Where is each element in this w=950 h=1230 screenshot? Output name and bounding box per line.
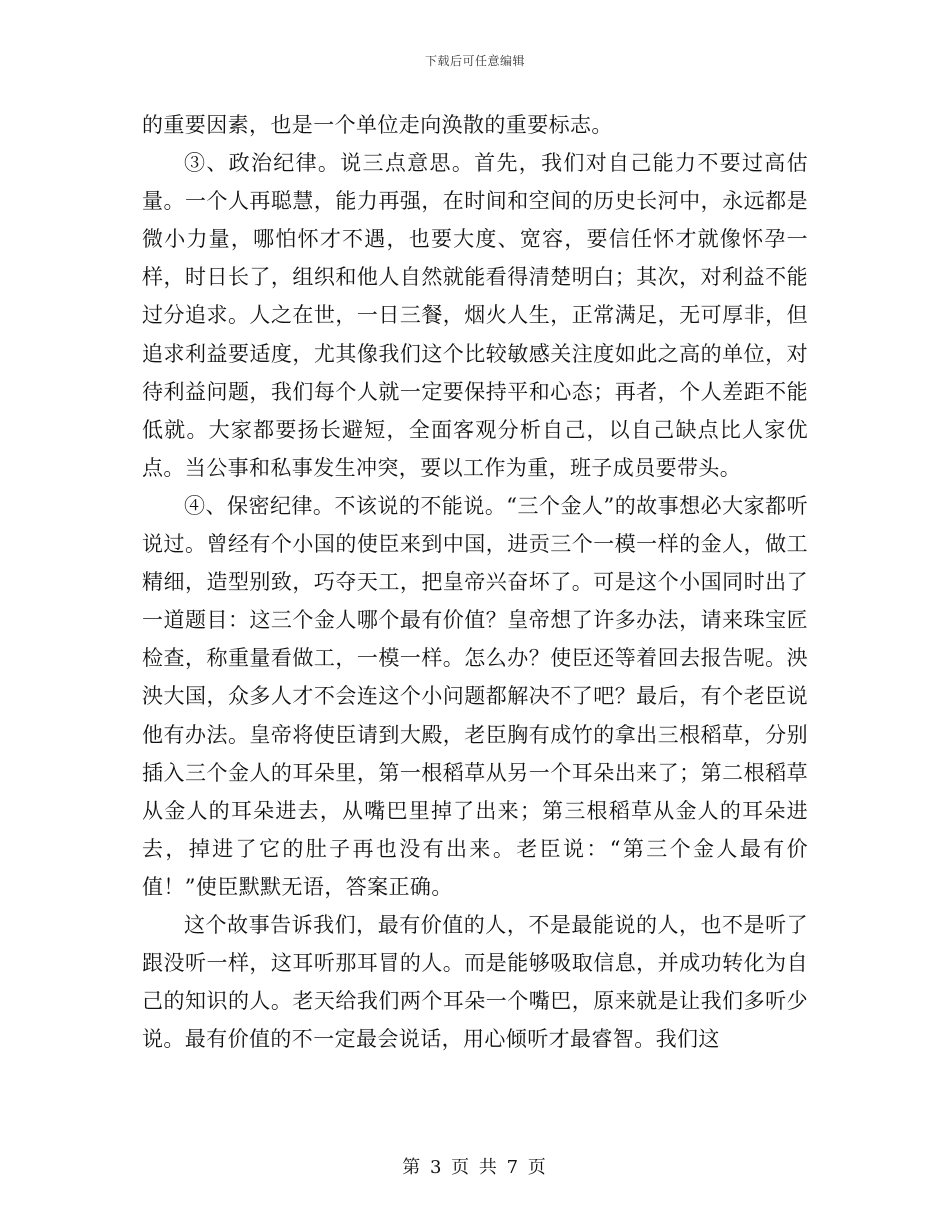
paragraph-political-discipline: ③、政治纪律。说三点意思。首先，我们对自己能力不要过高估量。一个人再聪慧，能力再强，在时间和空间的历史长河中，永远都是微小力量，哪怕怀才不遇，也要大度、宽容，要信任怀才就像怀孕一样，时日长了，组织和他人自然就能看得清楚明白；其次，对利益不能过分追求。人之在世，一日三餐，烟火人生，正常满足，无可厚非，但追求利益要适度，尤其像我们这个比较敏感关注度如此之高的单位，对待利益问题，我们每个人就一定要保持平和心态；再者，个人差距不能低就。大家都要扬长避短，全面客观分析自己，以自己缺点比人家优点。当公事和私事发生冲突，要以工作为重，班子成员要带头。 bbox=[142, 151, 808, 480]
document-body bbox=[142, 106, 808, 1058]
paragraph-continuation: 的重要因素，也是一个单位走向涣散的重要标志。 bbox=[142, 113, 613, 137]
paragraph-secrecy-discipline: ④、保密纪律。不该说的不能说。“三个金人”的故事想必大家都听说过。曾经有个小国的使臣来到中国，进贡三个一模一样的金人，做工精细，造型别致，巧夺天工，把皇帝兴奋坏了。可是这个小国同时出了一道题目：这三个金人哪个最有价值？皇帝想了许多办法，请来珠宝匠检查，称重量看做工，一模一样。怎么办？使臣还等着回去报告呢。泱泱大国，众多人才不会连这个小问题都解决不了吧？最后，有个老臣说他有办法。皇帝将使臣请到大殿，老臣胸有成竹的拿出三根稻草，分别插入三个金人的耳朵里，第一根稻草从另一个耳朵出来了；第二根稻草从金人的耳朵进去，从嘴巴里掉了出来；第三根稻草从金人的耳朵进去，掉进了它的肚子再也没有出来。老臣说：“第三个金人最有价值！”使臣默默无语，答案正确。 bbox=[142, 493, 808, 899]
page-header: 下载后可任意编辑 bbox=[424, 54, 525, 68]
page-number: 第 3 页 共 7 页 bbox=[402, 1157, 548, 1178]
paragraph-story-lesson: 这个故事告诉我们，最有价值的人，不是最能说的人，也不是听了跟没听一样，这耳听那耳冒的人。而是能够吸取信息，并成功转化为自己的知识的人。老天给我们两个耳朵一个嘴巴，原来就是让我们多听少说。最有价值的不一定最会说话，用心倾听才最睿智。我们这 bbox=[142, 912, 808, 1052]
